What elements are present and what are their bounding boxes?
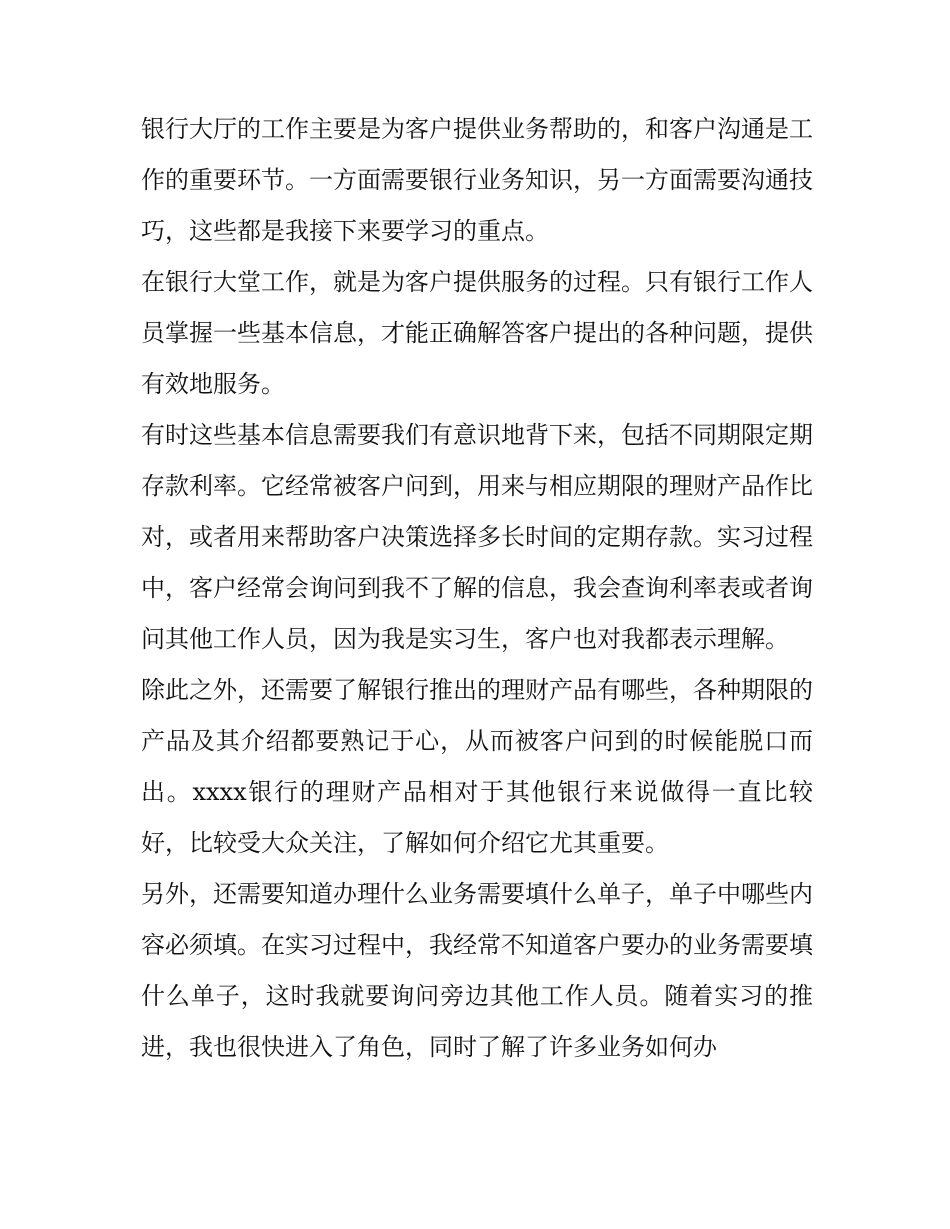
paragraph-5: 另外，还需要知道办理什么业务需要填什么单子，单子中哪些内容必须填。在实习过程中，我经常不知道客户要办的业务需要填什么单子，这时我就要询问旁边其他工作人员。随着实习的推进，我也很快进入了角色，同时了解了许多业务如何办 [141, 880, 813, 1061]
paragraph-4: 除此之外，还需要了解银行推出的理财产品有哪些，各种期限的产品及其介绍都要熟记于心，从而被客户问到的时候能脱口而出。xxxx银行的理财产品相对于其他银行来说做得一直比较好，比较受大众关注，了解如何介绍它尤其重要。 [141, 676, 813, 857]
paragraph-3: 有时这些基本信息需要我们有意识地背下来，包括不同期限定期存款利率。它经常被客户问到，用来与相应期限的理财产品作比对，或者用来帮助客户决策选择多长时间的定期存款。实习过程中，客户经常会询问到我不了解的信息，我会查询利率表或者询问其他工作人员，因为我是实习生，客户也对我都表示理解。 [141, 421, 813, 653]
paragraph-1: 银行大厅的工作主要是为客户提供业务帮助的，和客户沟通是工作的重要环节。一方面需要银行业务知识，另一方面需要沟通技巧，这些都是我接下来要学习的重点。 [141, 115, 813, 245]
paragraph-2: 在银行大堂工作，就是为客户提供服务的过程。只有银行工作人员掌握一些基本信息，才能正确解答客户提出的各种问题，提供有效地服务。 [141, 268, 813, 398]
document-body [141, 104, 813, 1073]
